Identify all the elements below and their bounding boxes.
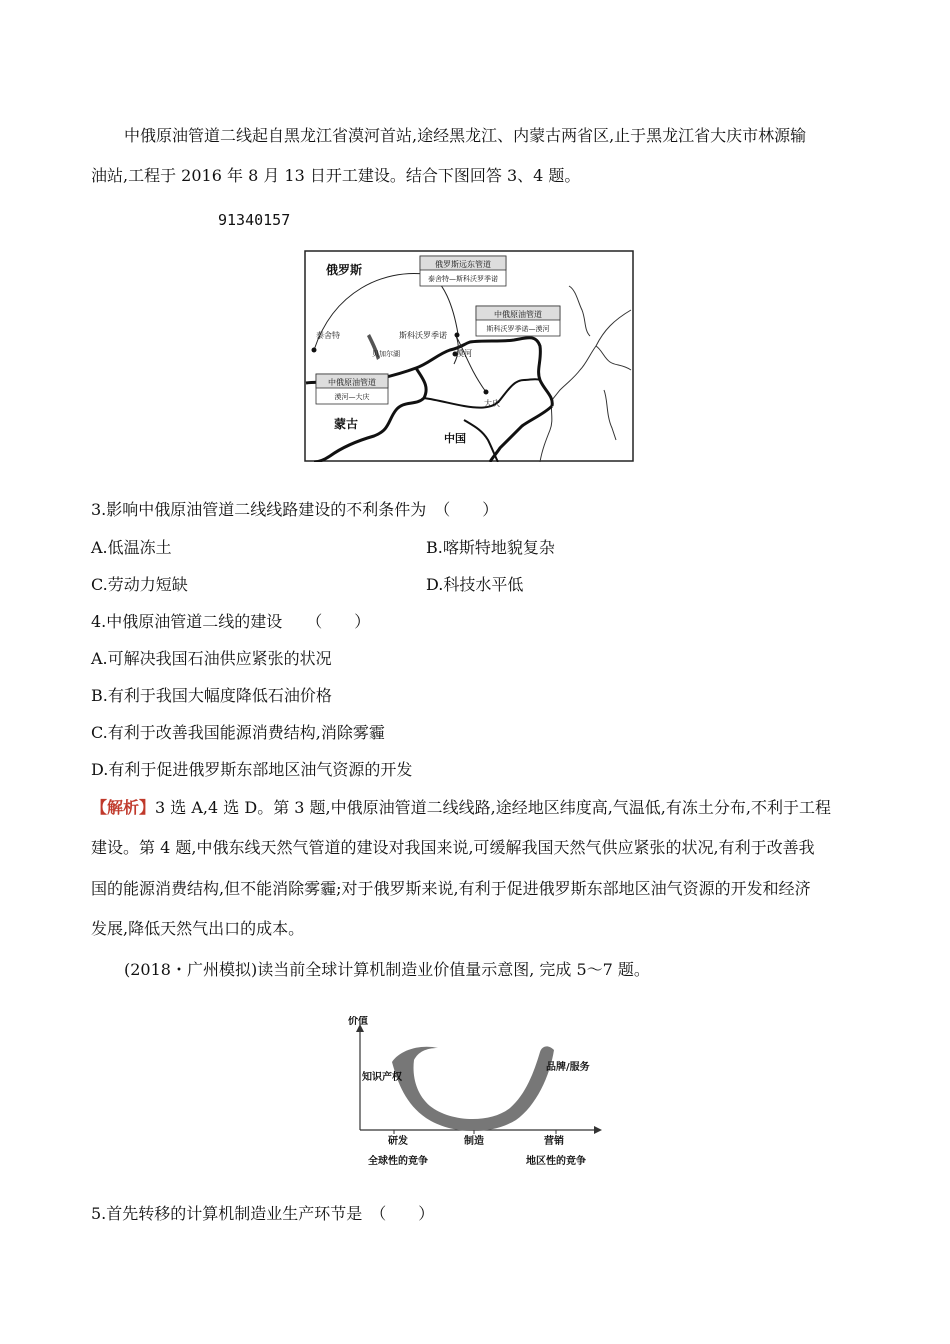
curve-left-label: 知识产权 xyxy=(362,1072,402,1083)
map-taishet: 泰舍特 xyxy=(316,331,340,340)
curve-regional-competition: 地区性的竞争 xyxy=(526,1156,586,1167)
intro-2: (2018・广州模拟)读当前全球计算机制造业价值量示意图, 完成 5～7 题。 xyxy=(124,960,650,979)
map-mohe: 漠河 xyxy=(456,349,472,358)
q3-option-b: B.喀斯特地貌复杂 xyxy=(426,538,555,557)
map-daqing: 大庆 xyxy=(484,399,500,408)
q4-option-a: A.可解决我国石油供应紧张的状况 xyxy=(91,649,332,668)
box1-sub: 泰舍特—斯科沃罗季诺 xyxy=(428,275,498,283)
box3-sub: 漠河—大庆 xyxy=(334,393,370,401)
resource-code: 91340157 xyxy=(218,211,291,229)
map-china: 中国 xyxy=(444,432,466,445)
box2-title: 中俄原油管道 xyxy=(494,310,542,319)
curve-x-research: 研发 xyxy=(388,1136,408,1147)
analysis-line-3: 国的能源消费结构,但不能消除雾霾;对于俄罗斯来说,有利于促进俄罗斯东部地区油气资源的开发和经济 xyxy=(91,879,811,898)
smile-curve-diagram xyxy=(340,1016,610,1176)
q4-option-c: C.有利于改善我国能源消费结构,消除雾霾 xyxy=(91,723,385,742)
analysis-line-4: 发展,降低天然气出口的成本。 xyxy=(91,919,305,938)
curve-x-manufacture: 制造 xyxy=(464,1136,484,1147)
pipeline-map xyxy=(304,250,634,462)
box1-title: 俄罗斯远东管道 xyxy=(435,260,491,269)
intro-line-1: 中俄原油管道二线起自黑龙江省漠河首站,途经黑龙江、内蒙古两省区,止于黑龙江省大庆市林源输 xyxy=(124,126,807,145)
map-russia: 俄罗斯 xyxy=(326,263,363,277)
q3-stem: 3.影响中俄原油管道二线线路建设的不利条件为 （ ） xyxy=(91,500,499,519)
map-baikal: 贝加尔湖 xyxy=(372,350,400,358)
q4-option-d: D.有利于促进俄罗斯东部地区油气资源的开发 xyxy=(91,760,413,779)
box2-sub: 斯科沃罗季诺—漠河 xyxy=(486,325,550,333)
intro-line-2: 油站,工程于 2016 年 8 月 13 日开工建设。结合下图回答 3、4 题。 xyxy=(91,166,581,185)
curve-right-label: 品牌/服务 xyxy=(546,1062,590,1073)
q3-option-d: D.科技水平低 xyxy=(426,575,524,594)
curve-ylabel: 价值 xyxy=(348,1016,368,1027)
box3-title: 中俄原油管道 xyxy=(328,378,376,387)
q3-option-c: C.劳动力短缺 xyxy=(91,575,188,594)
analysis-tag: 【解析】 xyxy=(91,798,156,817)
q3-option-a: A.低温冻土 xyxy=(91,538,172,557)
map-mongolia: 蒙古 xyxy=(334,417,359,431)
analysis-text-1: 3 选 A,4 选 D。第 3 题,中俄原油管道二线线路,途经地区纬度高,气温低,有冻土分布,不利于工程 xyxy=(155,798,831,817)
q4-stem: 4.中俄原油管道二线的建设 （ ） xyxy=(91,612,371,631)
map-skovorodino: 斯科沃罗季诺 xyxy=(399,331,447,340)
q4-option-b: B.有利于我国大幅度降低石油价格 xyxy=(91,686,332,705)
q5-stem: 5.首先转移的计算机制造业生产环节是 （ ） xyxy=(91,1204,435,1223)
analysis-line-2: 建设。第 4 题,中俄东线天然气管道的建设对我国来说,可缓解我国天然气供应紧张的状况,有利于改善我 xyxy=(91,838,815,857)
curve-global-competition: 全球性的竞争 xyxy=(368,1156,428,1167)
curve-x-marketing: 营销 xyxy=(544,1136,564,1147)
analysis-line-1 xyxy=(91,798,831,818)
